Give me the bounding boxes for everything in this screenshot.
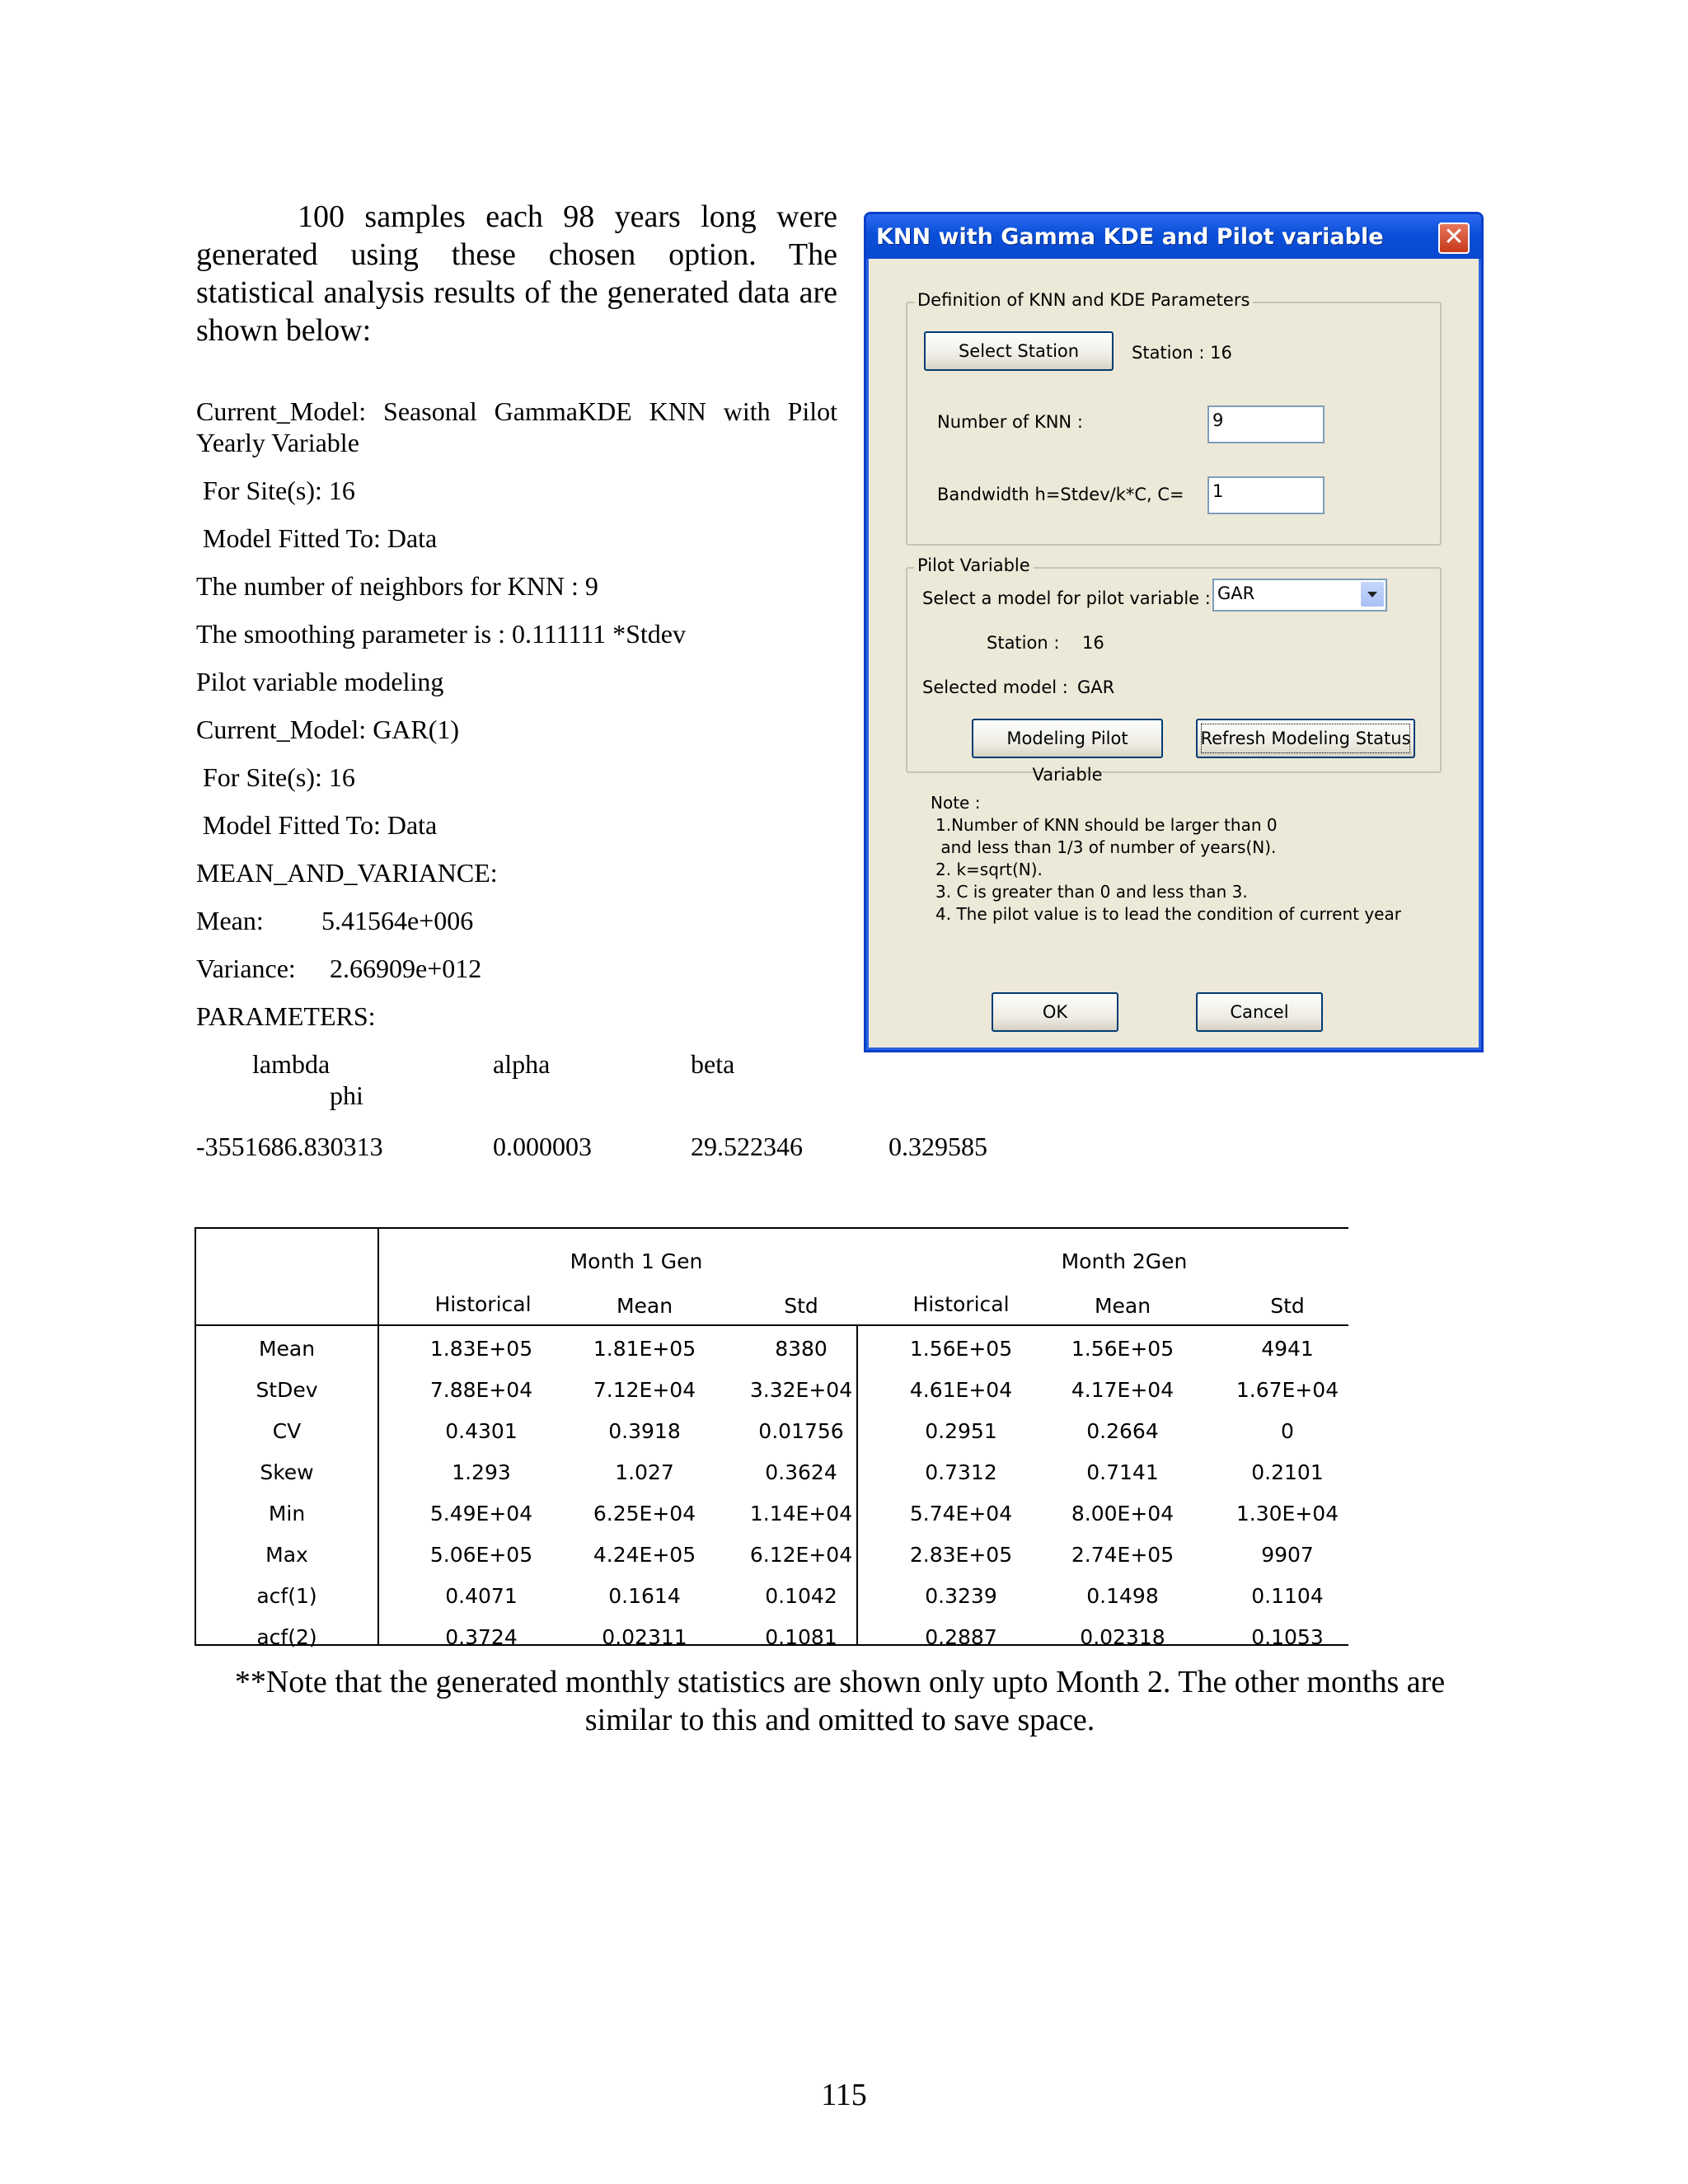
table-cell: 9907 xyxy=(1261,1543,1314,1567)
note-line-1: 1.Number of KNN should be larger than 0 xyxy=(935,815,1278,835)
pilot-station-label: Station : xyxy=(987,633,1060,653)
dialog-titlebar xyxy=(866,214,1481,259)
sites-line: For Site(s): 16 xyxy=(203,476,355,505)
table-cell: 4.61E+04 xyxy=(909,1378,1013,1402)
pilot-variable-group-label: Pilot Variable xyxy=(914,555,1034,575)
param-name-alpha: alpha xyxy=(493,1049,551,1079)
dialog-title: KNN with Gamma KDE and Pilot variable xyxy=(876,224,1384,250)
table-cell: 1.56E+05 xyxy=(1071,1337,1175,1361)
table-cell: 5.06E+05 xyxy=(429,1543,533,1567)
table-cell: 0.2887 xyxy=(925,1625,997,1649)
table-cell: 0.1498 xyxy=(1086,1584,1159,1608)
knn-kde-group-label: Definition of KNN and KDE Parameters xyxy=(914,290,1253,310)
modeling-pilot-button[interactable]: Modeling Pilot Variable xyxy=(972,719,1163,758)
table-cell: 1.81E+05 xyxy=(593,1337,696,1361)
pilot-model-line: Current_Model: GAR(1) xyxy=(196,715,460,744)
table-cell: 0.3918 xyxy=(608,1419,681,1443)
table-cell: 0.02318 xyxy=(1080,1625,1165,1649)
table-cell: 1.14E+04 xyxy=(749,1502,853,1526)
table-cell: 4.24E+05 xyxy=(593,1543,696,1567)
table-cell: 6.12E+04 xyxy=(749,1543,853,1567)
table-cell: 0.7312 xyxy=(925,1460,997,1484)
param-name-beta: beta xyxy=(691,1049,735,1079)
refresh-modeling-label: Refresh Modeling Status xyxy=(1200,729,1411,748)
row-label: Max xyxy=(265,1543,308,1567)
selected-model-value: GAR xyxy=(1077,677,1115,697)
bandwidth-input[interactable]: 1 xyxy=(1207,476,1325,514)
table-cell: 1.30E+04 xyxy=(1236,1502,1339,1526)
table-cell: 7.12E+04 xyxy=(593,1378,696,1402)
header-m1-std: Std xyxy=(784,1294,818,1318)
mean-value: 5.41564e+006 xyxy=(321,906,474,935)
selected-model-label: Selected model : xyxy=(922,677,1068,697)
table-cell: 2.83E+05 xyxy=(909,1543,1013,1567)
table-cell: 8.00E+04 xyxy=(1071,1502,1175,1526)
pilot-sites-line: For Site(s): 16 xyxy=(203,762,355,792)
neighbors-line: The number of neighbors for KNN : 9 xyxy=(196,571,598,601)
row-label: acf(2) xyxy=(256,1625,317,1649)
header-m2-std: Std xyxy=(1270,1294,1305,1318)
header-m2-historical: Historical xyxy=(912,1292,1010,1316)
row-label: StDev xyxy=(256,1378,318,1402)
table-cell: 5.49E+04 xyxy=(429,1502,533,1526)
station-label: Station : 16 xyxy=(1132,343,1232,363)
table-cell: 0.02311 xyxy=(602,1625,687,1649)
row-label: acf(1) xyxy=(256,1584,317,1608)
table-cell: 4.17E+04 xyxy=(1071,1378,1175,1402)
table-cell: 4941 xyxy=(1261,1337,1314,1361)
param-name-lambda: lambda xyxy=(252,1049,331,1079)
table-cell: 0.4071 xyxy=(445,1584,518,1608)
note-line-3: 2. k=sqrt(N). xyxy=(935,860,1043,879)
mean-variance-heading: MEAN_AND_VARIANCE: xyxy=(196,858,498,888)
table-cell: 5.74E+04 xyxy=(909,1502,1013,1526)
select-station-button[interactable]: Select Station xyxy=(924,331,1114,371)
table-cell: 8380 xyxy=(775,1337,828,1361)
note-line-5: 4. The pilot value is to lead the condition of current year xyxy=(935,904,1401,924)
page-number: 115 xyxy=(821,2078,867,2112)
pilot-heading: Pilot variable modeling xyxy=(196,667,444,696)
bandwidth-label: Bandwidth h=Stdev/k*C, C= xyxy=(937,485,1184,504)
table-cell: 0.1104 xyxy=(1251,1584,1324,1608)
note-title: Note : xyxy=(931,793,981,813)
table-cell: 0.3624 xyxy=(765,1460,837,1484)
param-value-beta: 29.522346 xyxy=(691,1132,803,1161)
pilot-model-label: Select a model for pilot variable : xyxy=(922,588,1211,608)
ok-button[interactable]: OK xyxy=(992,992,1118,1032)
param-value-alpha: 0.000003 xyxy=(493,1132,592,1161)
close-icon[interactable]: ✕ xyxy=(1438,223,1470,254)
header-m1-mean: Mean xyxy=(616,1294,673,1318)
param-value-phi: 0.329585 xyxy=(889,1132,987,1161)
pilot-model-select[interactable] xyxy=(1212,579,1387,612)
table-cell: 1.67E+04 xyxy=(1236,1378,1339,1402)
footnote: **Note that the generated monthly statistics are shown only upto Month 2. The other months are similar to this and omitted to save space. xyxy=(234,1665,1446,1737)
param-name-phi: phi xyxy=(330,1080,363,1110)
mean-label: Mean: xyxy=(196,906,264,935)
month-2-header: Month 2Gen xyxy=(1061,1249,1188,1273)
header-m2-mean: Mean xyxy=(1094,1294,1151,1318)
table-cell: 0.1081 xyxy=(765,1625,837,1649)
table-cell: 6.25E+04 xyxy=(593,1502,696,1526)
row-label: Skew xyxy=(260,1460,314,1484)
table-cell: 2.74E+05 xyxy=(1071,1543,1175,1567)
header-m1-historical: Historical xyxy=(434,1292,532,1316)
table-cell: 1.027 xyxy=(615,1460,674,1484)
table-cell: 1.83E+05 xyxy=(429,1337,533,1361)
table-cell: 0.1042 xyxy=(765,1584,837,1608)
current-model-line: Current_Model: Seasonal GammaKDE KNN with Pilot Yearly Variable xyxy=(196,396,837,457)
pilot-station-value: 16 xyxy=(1082,633,1104,653)
variance-label: Variance: xyxy=(196,954,296,983)
chevron-down-icon[interactable] xyxy=(1361,582,1384,607)
note-line-2: and less than 1/3 of number of years(N). xyxy=(935,837,1277,857)
table-cell: 1.56E+05 xyxy=(909,1337,1013,1361)
parameters-heading: PARAMETERS: xyxy=(196,1001,376,1031)
knn-dialog xyxy=(864,212,1484,1052)
refresh-modeling-button[interactable] xyxy=(1196,719,1415,758)
param-value-lambda: -3551686.830313 xyxy=(196,1132,383,1161)
table-cell: 0.2951 xyxy=(925,1419,997,1443)
table-cell: 3.32E+04 xyxy=(749,1378,853,1402)
pilot-fitted-to-line: Model Fitted To: Data xyxy=(203,810,438,840)
table-cell: 1.293 xyxy=(452,1460,511,1484)
table-cell: 0.4301 xyxy=(445,1419,518,1443)
table-cell: 0.1614 xyxy=(608,1584,681,1608)
table-cell: 0.3724 xyxy=(445,1625,518,1649)
variance-value: 2.66909e+012 xyxy=(330,954,482,983)
table-cell: 0.1053 xyxy=(1251,1625,1324,1649)
cancel-button[interactable]: Cancel xyxy=(1196,992,1323,1032)
fitted-to-line: Model Fitted To: Data xyxy=(203,523,438,553)
row-label: Mean xyxy=(258,1337,316,1361)
table-cell: 0.2101 xyxy=(1251,1460,1324,1484)
knn-input[interactable]: 9 xyxy=(1207,405,1325,443)
pilot-model-selected: GAR xyxy=(1217,583,1255,603)
focus-ring xyxy=(1201,724,1410,753)
intro-paragraph: 100 samples each 98 years long were generated using these chosen option. The statistical analysis results of the generated data are shown below: xyxy=(196,199,837,348)
knn-label: Number of KNN : xyxy=(937,412,1083,432)
table-cell: 0 xyxy=(1281,1419,1294,1443)
row-label: Min xyxy=(268,1502,306,1526)
table-cell: 7.88E+04 xyxy=(429,1378,533,1402)
table-cell: 0.2664 xyxy=(1086,1419,1159,1443)
table-cell: 0.7141 xyxy=(1086,1460,1159,1484)
smoothing-line: The smoothing parameter is : 0.111111 *Stdev xyxy=(196,619,686,649)
table-cell: 0.01756 xyxy=(758,1419,844,1443)
month-1-header: Month 1 Gen xyxy=(570,1249,703,1273)
note-line-4: 3. C is greater than 0 and less than 3. xyxy=(935,882,1248,902)
table-cell: 0.3239 xyxy=(925,1584,997,1608)
row-label: CV xyxy=(272,1419,302,1443)
